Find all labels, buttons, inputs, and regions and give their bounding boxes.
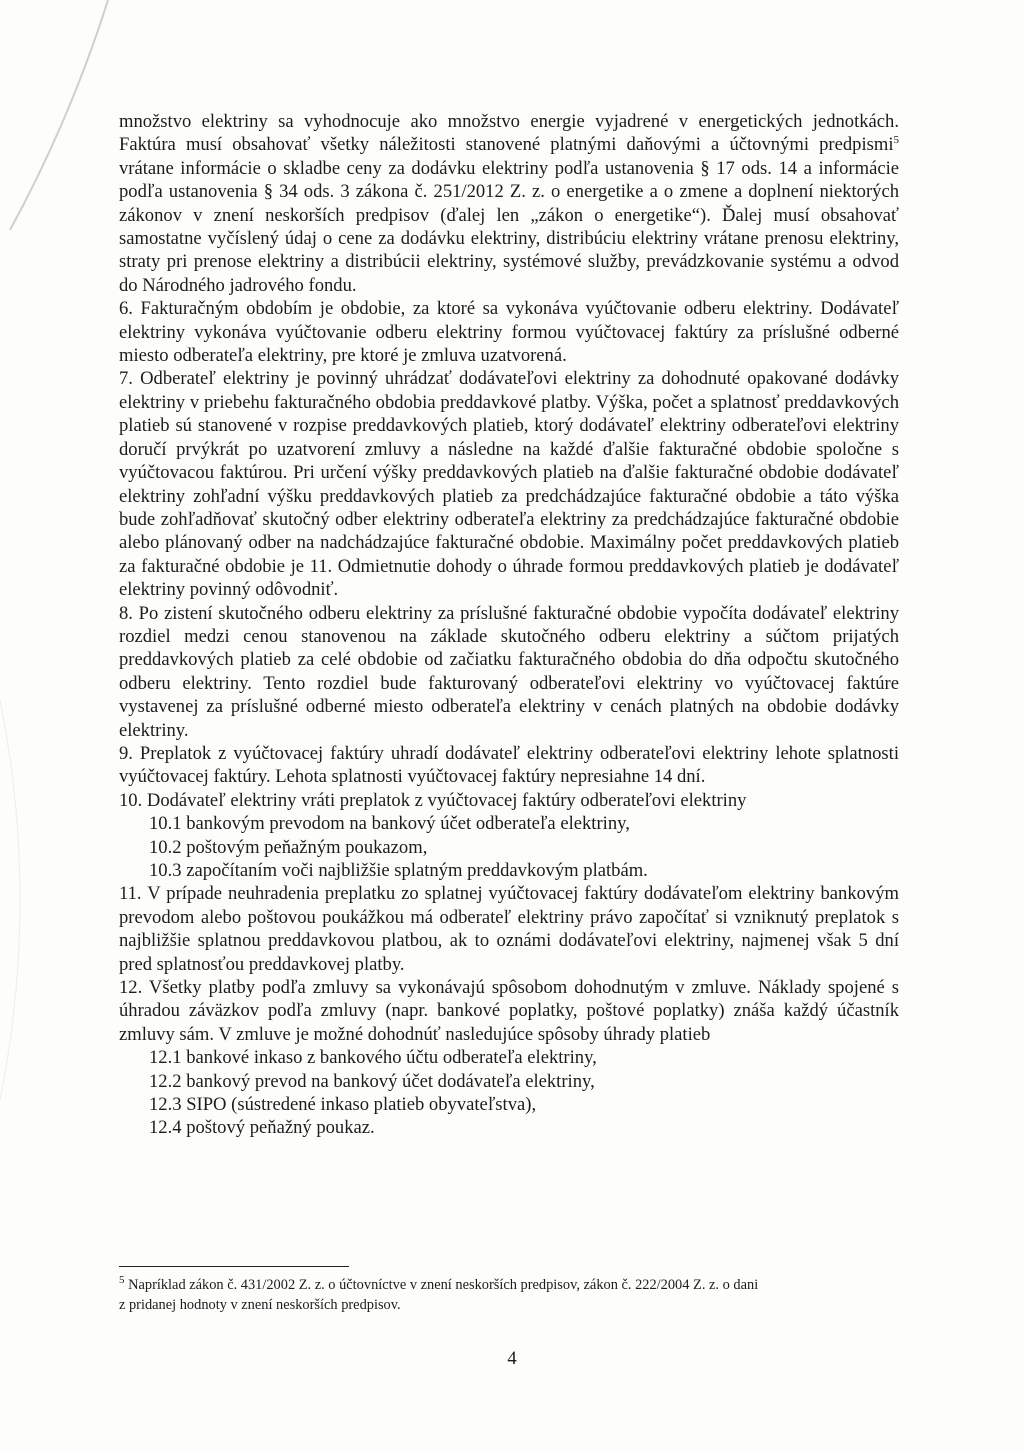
- clause-10-3: 10.3 započítaním voči najbližšie splatným preddavkovým platbám.: [149, 860, 648, 881]
- clause-8: 8. Po zistení skutočného odberu elektriny za príslušné fakturačné obdobie vypočíta dodávateľ elektriny rozdiel medzi cenou stanovenou na základe skutočného odberu elektriny a súčtom prijatých preddavkových platieb za celé obdobie od začiatku fakturačného obdobia do dňa odpočtu skutočného odberu elektriny. Tento rozdiel bude fakturovaný odberateľovi elektriny vo vyúčtovacej faktúre vystavenej za príslušné odberné miesto odberateľa elektriny v cenách platných na obdobie dodávky elektriny.: [119, 602, 899, 741]
- clause-12-2: 12.2 bankový prevod na bankový účet dodávateľa elektriny,: [149, 1070, 595, 1092]
- footnote-line-1: Napríklad zákon č. 431/2002 Z. z. o účtovníctve v znení neskorších predpisov, zákon č. 222/2004 Z. z. o dani: [124, 1277, 759, 1293]
- footnote-rule: [119, 1266, 349, 1267]
- clause-12-4: 12.4 poštový peňažný poukaz.: [149, 1117, 375, 1139]
- intro-paragraph: [119, 110, 899, 297]
- clause-7: 7. Odberateľ elektriny je povinný uhrádzať dodávateľovi elektriny za dohodnuté opakované dodávky elektriny v priebehu fakturačného obdobia preddavkové platby. Výška, počet a splatnosť preddavkových platieb sú stanovené v rozpise preddavkových platieb, ktorý dodávateľ elektriny odberateľovi elektriny doručí prvýkrát po uzatvorení zmluvy a následne na každé ďalšie fakturačné obdobie spoločne s vyúčtovacou faktúrou. Pri určení výšky preddavkových platieb na ďalšie fakturačné obdobie dodávateľ elektriny zohľadní výšku preddavkových platieb za predchádzajúce fakturačné obdobie a táto výška bude zohľadňovať skutočný odber elektriny odberateľa elektriny za predchádzajúce fakturačné obdobie alebo plánovaný odber na nadchádzajúce fakturačné obdobie. Maximálny počet preddavkových platieb za fakturačné obdobie je 11. Odmietnutie dohody o úhrade formou preddavkových platieb je dodávateľ elektriny povinný odôvodniť.: [119, 368, 899, 601]
- clause-9: 9. Preplatok z vyúčtovacej faktúry uhradí dodávateľ elektriny odberateľovi elektriny lehote splatnosti vyúčtovacej faktúry. Lehota splatnosti vyúčtovacej faktúry nepresiahne 14 dní.: [119, 742, 899, 788]
- clause-11: 11. V prípade neuhradenia preplatku zo splatnej vyúčtovacej faktúry dodávateľom elektriny bankovým prevodom alebo poštovou poukážkou má odberateľ elektriny právo započítať si vzniknutý preplatok s najbližšie splatnou preddavkovou platbou, ak to oznámi dodávateľovi elektriny, najmenej však 5 dní pred splatnosťou preddavkovej platby.: [119, 883, 899, 975]
- page-number: 4: [507, 1348, 517, 1369]
- clause-12-1: 12.1 bankové inkaso z bankového účtu odberateľa elektriny,: [149, 1047, 597, 1069]
- clause-6: 6. Fakturačným obdobím je obdobie, za ktoré sa vykonáva vyúčtovanie odberu elektriny. Dodávateľ elektriny vykonáva vyúčtovanie odberu elektriny formou vyúčtovacej faktúry za príslušné odberné miesto odberateľa elektriny, pre ktoré je zmluva uzatvorená.: [119, 298, 899, 367]
- clause-10: 10. Dodávateľ elektriny vráti preplatok z vyúčtovacej faktúry odberateľovi elektriny: [119, 789, 747, 811]
- clause-12-3: 12.3 SIPO (sústredené inkaso platieb obyvateľstva),: [149, 1094, 537, 1116]
- intro-text-a: množstvo elektriny sa vyhodnocuje ako množstvo energie vyjadrené v energetických jednotkách. Faktúra musí obsahovať všetky náležitosti stanovené platnými daňovými a účtovnými predpismi: [119, 111, 899, 156]
- intro-text-b: vrátane informácie o skladbe ceny za dodávku elektriny podľa ustanovenia § 17 ods. 14 a informácie podľa ustanovenia § 34 ods. 3 zákona č. 251/2012 Z. z. o energetike a o zmene a doplnení niektorých zákonov v znení neskorších predpisov (ďalej len „zákon o energetike“). Ďalej musí obsahovať samostatne vyčíslený údaj o cene za dodávku elektriny, distribúciu elektriny vrátane prenosu elektriny, straty pri prenose elektriny a distribúcii elektriny, systémové služby, prevádzkovanie systému a odvod do Národného jadrového fondu.: [119, 157, 899, 296]
- footnote: [119, 1276, 909, 1315]
- footnote-mark: 5: [119, 1274, 125, 1287]
- clause-10-2: 10.2 poštovým peňažným poukazom,: [149, 836, 428, 858]
- footnote-ref: 5: [893, 134, 899, 147]
- clause-10-1: 10.1 bankovým prevodom na bankový účet odberateľa elektriny,: [149, 813, 630, 835]
- footnote-line-2: z pridanej hodnoty v znení neskorších predpisov.: [119, 1296, 401, 1313]
- clause-12: 12. Všetky platby podľa zmluvy sa vykonávajú spôsobom dohodnutým v zmluve. Náklady spojené s úhradou záväzkov podľa zmluvy (napr. bankové poplatky, poštové poplatky) znáša každý účastník zmluvy sám. V zmluve je možné dohodnúť nasledujúce spôsoby úhrady platieb: [119, 977, 899, 1045]
- document-body: [119, 110, 899, 1140]
